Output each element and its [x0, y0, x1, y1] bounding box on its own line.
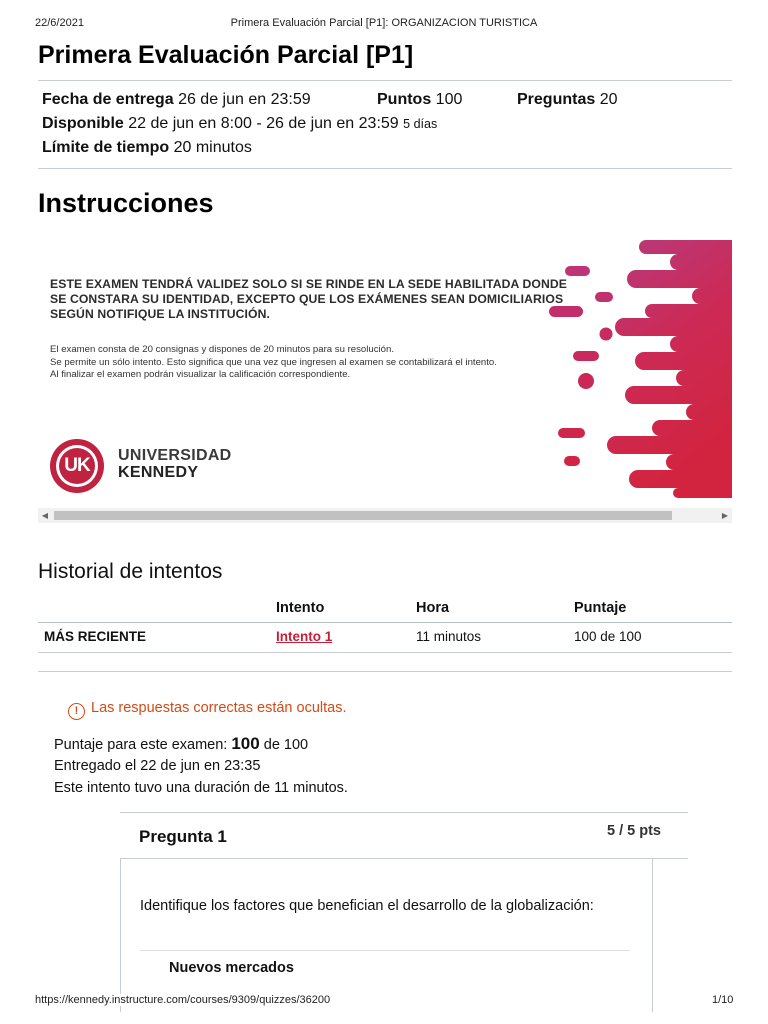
row-score: 100 de 100 [574, 629, 642, 644]
divider [38, 80, 732, 81]
university-name [118, 447, 232, 481]
banner-heading [50, 277, 570, 322]
due-value: 26 de jun en 23:59 [178, 91, 311, 108]
answer-divider [140, 950, 630, 951]
scroll-right-icon[interactable]: ▶ [721, 511, 729, 520]
questions-label: Preguntas [517, 91, 596, 108]
banner-heading-line: SE CONSTARA SU IDENTIDAD, EXCEPTO QUE LOS EXÁMENES SEAN DOMICILIARIOS [50, 292, 564, 306]
university-logo [50, 439, 104, 493]
col-attempt: Intento [276, 600, 325, 616]
instructions-banner [38, 240, 732, 498]
print-url: https://kennedy.instructure.com/courses/9309/quizzes/36200 [35, 994, 331, 1006]
print-doc-title: Primera Evaluación Parcial [P1]: ORGANIZACION TURISTICA [230, 17, 538, 29]
time-limit-value: 20 minutos [173, 139, 252, 156]
scroll-thumb[interactable] [54, 511, 672, 520]
availability [42, 115, 437, 133]
score-suffix: de 100 [263, 737, 309, 753]
banner-body-line: Al finalizar el examen podrán visualizar la calificación correspondiente. [50, 369, 351, 380]
score-line [54, 734, 308, 754]
duration-text: Este intento tuvo una duración de 11 minutos. [54, 780, 348, 796]
row-time: 11 minutos [416, 629, 482, 644]
question-title: Pregunta 1 [139, 827, 227, 846]
warning-text: Las respuestas correctas están ocultas. [91, 700, 347, 716]
time-limit [42, 139, 252, 157]
history-heading: Historial de intentos [38, 560, 223, 583]
logo-text: UK [59, 448, 95, 484]
available-label: Disponible [42, 115, 124, 132]
score-prefix: Puntaje para este examen: [54, 737, 228, 753]
banner-heading-line: ESTE EXAMEN TENDRÁ VALIDEZ SOLO SI SE RINDE EN LA SEDE HABILITADA DONDE [50, 277, 567, 291]
answer-option: Nuevos mercados [169, 960, 294, 976]
submitted-text: Entregado el 22 de jun en 23:35 [54, 758, 261, 774]
warning-icon: ! [68, 703, 85, 720]
table-header-divider [38, 622, 732, 623]
due-date [42, 91, 311, 109]
score-value: 100 [231, 734, 260, 753]
divider [38, 168, 732, 169]
banner-body-line: El examen consta de 20 consignas y dispones de 20 minutos para su resolución. [50, 344, 394, 355]
horizontal-scrollbar[interactable] [38, 508, 732, 523]
instructions-heading: Instrucciones [38, 188, 214, 218]
question-text: Identifique los factores que benefician el desarrollo de la globalización: [140, 898, 594, 914]
scroll-left-icon[interactable]: ◀ [41, 511, 49, 520]
col-score: Puntaje [574, 600, 627, 616]
divider [38, 671, 732, 672]
col-time: Hora [416, 600, 450, 616]
question-header [120, 812, 688, 859]
questions [517, 91, 618, 109]
print-page-number: 1/10 [712, 994, 734, 1006]
due-label: Fecha de entrega [42, 91, 174, 108]
page-title: Primera Evaluación Parcial [P1] [38, 41, 414, 69]
questions-value: 20 [599, 91, 618, 108]
available-value: 22 de jun en 8:00 - 26 de jun en 23:59 [128, 115, 399, 132]
banner-body [50, 344, 590, 382]
university-line2: KENNEDY [118, 464, 199, 481]
row-label: MÁS RECIENTE [44, 629, 147, 644]
attempt-link[interactable]: Intento 1 [276, 629, 333, 644]
points [377, 91, 462, 109]
hidden-answers-notice [68, 700, 347, 720]
points-label: Puntos [377, 91, 432, 108]
banner-heading-line: SEGÚN NOTIFIQUE LA INSTITUCIÓN. [50, 307, 270, 321]
table-row-divider [38, 652, 732, 653]
time-limit-label: Límite de tiempo [42, 139, 170, 156]
print-date: 22/6/2021 [35, 17, 84, 29]
question-points: 5 / 5 pts [607, 823, 661, 839]
banner-body-line: Se permite un sólo intento. Esto significa que una vez que ingresen al examen se contabilizará el intento. [50, 356, 497, 368]
available-days: 5 días [403, 117, 438, 131]
university-line1: UNIVERSIDAD [118, 447, 232, 464]
points-value: 100 [435, 91, 463, 108]
